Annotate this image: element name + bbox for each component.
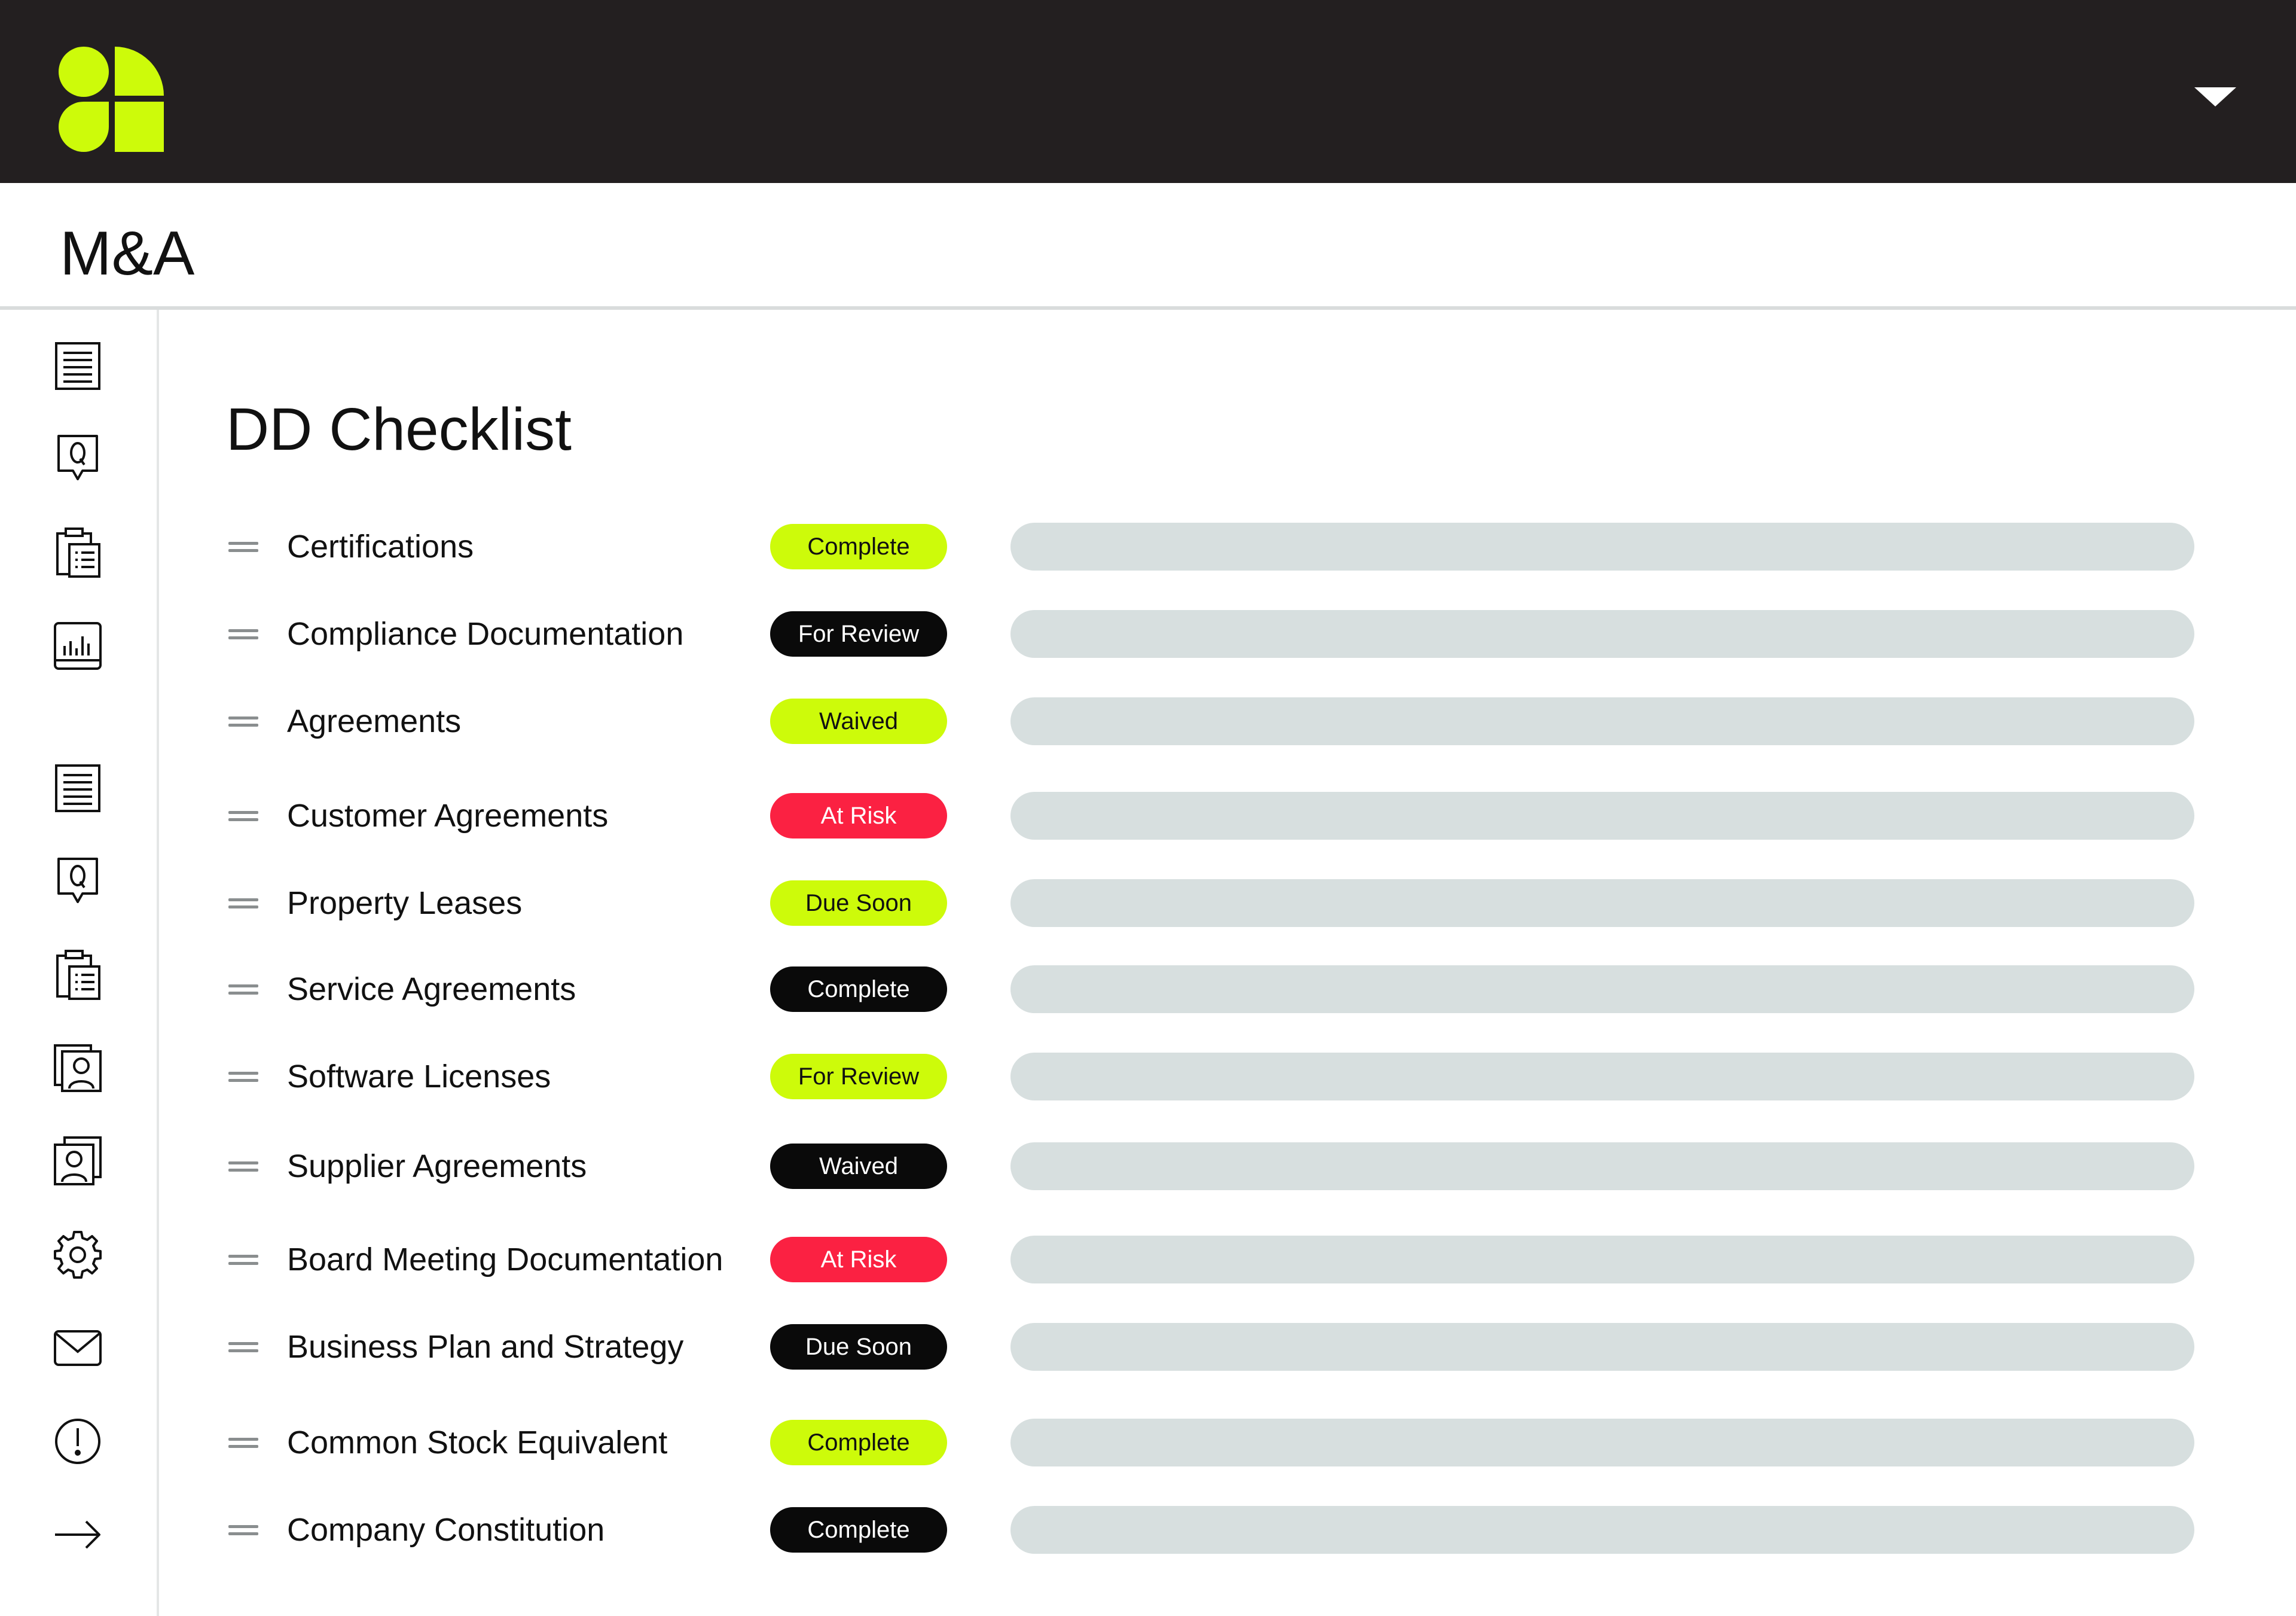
status-badge[interactable]: Complete <box>770 966 947 1012</box>
progress-bar <box>1010 523 2194 571</box>
status-badge[interactable]: At Risk <box>770 793 947 839</box>
progress-bar <box>1010 965 2194 1013</box>
checklist-row[interactable] <box>159 1053 2296 1100</box>
alert-circle-icon[interactable] <box>51 1415 104 1468</box>
status-badge[interactable]: Due Soon <box>770 1324 947 1370</box>
contact-cards-stack-icon[interactable] <box>51 1135 104 1188</box>
status-badge[interactable]: Waived <box>770 1144 947 1189</box>
checklist-item-label: Property Leases <box>287 885 523 921</box>
checklist-item-label: Company Constitution <box>287 1512 605 1548</box>
progress-bar <box>1010 1323 2194 1371</box>
page-title: DD Checklist <box>226 396 572 463</box>
document-lines-icon[interactable] <box>51 340 104 392</box>
drag-handle-icon[interactable] <box>228 809 258 823</box>
drag-handle-icon[interactable] <box>228 1252 258 1267</box>
checklist-row[interactable] <box>159 792 2296 840</box>
progress-bar <box>1010 1419 2194 1466</box>
drag-handle-icon[interactable] <box>228 627 258 641</box>
progress-bar <box>1010 610 2194 658</box>
checklist-row[interactable] <box>159 1419 2296 1466</box>
drag-handle-icon[interactable] <box>228 714 258 728</box>
drag-handle-icon[interactable] <box>228 539 258 554</box>
checklist-row[interactable] <box>159 879 2296 927</box>
checklist-item-label: Customer Agreements <box>287 798 609 834</box>
status-badge[interactable]: Waived <box>770 699 947 744</box>
document-lines-icon[interactable] <box>51 762 104 815</box>
checklist-row[interactable] <box>159 1236 2296 1283</box>
status-badge[interactable]: At Risk <box>770 1237 947 1282</box>
question-bubble-icon[interactable] <box>51 431 104 484</box>
checklist-item-label: Board Meeting Documentation <box>287 1242 723 1277</box>
progress-bar <box>1010 879 2194 927</box>
drag-handle-icon[interactable] <box>228 1523 258 1537</box>
checklist-row[interactable] <box>159 523 2296 571</box>
status-badge[interactable]: Due Soon <box>770 880 947 926</box>
checklist-item-label: Business Plan and Strategy <box>287 1329 684 1365</box>
main-content <box>159 310 2296 1616</box>
checklist-row[interactable] <box>159 697 2296 745</box>
drag-handle-icon[interactable] <box>228 1069 258 1084</box>
clover-logo-icon[interactable] <box>59 47 164 152</box>
gear-icon[interactable] <box>51 1228 104 1281</box>
progress-bar <box>1010 792 2194 840</box>
drag-handle-icon[interactable] <box>228 896 258 910</box>
app-title: M&A <box>60 219 195 288</box>
drag-handle-icon[interactable] <box>228 1435 258 1450</box>
app-title-bar <box>0 183 2296 310</box>
checklist-item-label: Certifications <box>287 529 474 565</box>
top-header <box>0 0 2296 183</box>
checklist-item-label: Service Agreements <box>287 971 576 1007</box>
drag-handle-icon[interactable] <box>228 982 258 996</box>
checklist-item-label: Agreements <box>287 703 462 739</box>
progress-bar <box>1010 697 2194 745</box>
checklist-row[interactable] <box>159 610 2296 658</box>
sidebar <box>0 310 159 1616</box>
checklist-row[interactable] <box>159 1142 2296 1190</box>
progress-bar <box>1010 1142 2194 1190</box>
checklist-row[interactable] <box>159 965 2296 1013</box>
drag-handle-icon[interactable] <box>228 1340 258 1354</box>
progress-bar <box>1010 1506 2194 1554</box>
bar-chart-icon[interactable] <box>51 620 104 672</box>
checklist-item-label: Common Stock Equivalent <box>287 1425 668 1461</box>
clipboard-list-icon[interactable] <box>51 949 104 1001</box>
checklist-item-label: Supplier Agreements <box>287 1148 587 1184</box>
status-badge[interactable]: Complete <box>770 1507 947 1553</box>
status-badge[interactable]: Complete <box>770 1420 947 1465</box>
question-bubble-icon[interactable] <box>51 854 104 907</box>
mail-icon[interactable] <box>51 1322 104 1374</box>
checklist-item-label: Compliance Documentation <box>287 616 684 652</box>
progress-bar <box>1010 1236 2194 1283</box>
checklist-row[interactable] <box>159 1506 2296 1554</box>
caret-down-icon[interactable] <box>2194 84 2236 108</box>
status-badge[interactable]: Complete <box>770 524 947 569</box>
contact-card-icon[interactable] <box>51 1042 104 1094</box>
status-badge[interactable]: For Review <box>770 1054 947 1099</box>
status-badge[interactable]: For Review <box>770 611 947 657</box>
drag-handle-icon[interactable] <box>228 1159 258 1173</box>
arrow-right-icon[interactable] <box>51 1508 104 1561</box>
checklist-row[interactable] <box>159 1323 2296 1371</box>
checklist-item-label: Software Licenses <box>287 1059 551 1094</box>
clipboard-list-icon[interactable] <box>51 526 104 579</box>
progress-bar <box>1010 1053 2194 1100</box>
